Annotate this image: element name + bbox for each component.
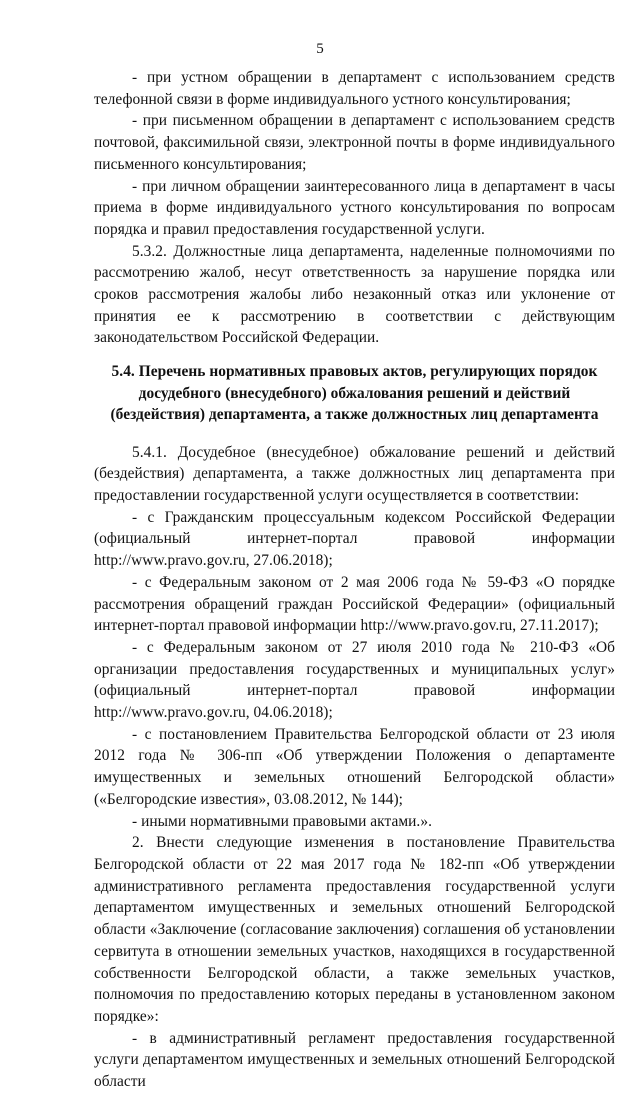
paragraph-civil-procedure-code: - с Гражданским процессуальным кодексом Российской Федерации (официальный интернет-портал правовой информации http://www.pravo.gov.ru, 27.06.2018); xyxy=(94,508,615,570)
paragraph-5-3-2: 5.3.2. Должностные лица департамента, наделенные полномочиями по рассмотрению жалоб, несут ответственность за нарушение порядка или сроков рассмотрения жалобы либо незаконный отказ или уклонение от принятия ее к рассмотрению в соответствии с действующим законодательством Российской Федерации. xyxy=(94,242,615,347)
paragraph-oral-appeal: - при устном обращении в департамент с использованием средств телефонной связи в форме индивидуального устного консультирования; xyxy=(94,69,615,108)
paragraph-other-acts: - иными нормативными правовыми актами.». xyxy=(132,812,432,830)
paragraph-personal-appeal: - при личном обращении заинтересованного лица в департамент в часы приема в форме индивидуального устного консультирования по вопросам порядка и правил предоставления государственной услуги. xyxy=(94,177,615,238)
paragraph-item-2: 2. Внести следующие изменения в постановление Правительства Белгородской области от 22 мая 2017 года № 182-пп «Об утверждении административного регламента предоставления государственной услуги департаментом имущественных и земельных отношений Белгородской области «Заключение (согласование заключения) соглашения об установлении сервитута в отношении земельных участков, находящихся в государственной собственности Белгородской области, а также земельных участков, полномочия по предоставлению которых переданы в установленном законом порядке»: xyxy=(94,834,615,1025)
paragraph-federal-law-59: - с Федеральным законом от 2 мая 2006 года № 59-ФЗ «О порядке рассмотрения обращений граждан Российской Федерации» (официальный интернет-портал правовой информации http://www.pravo.gov.ru, 27.11.2017); xyxy=(94,573,615,635)
paragraph-regulation-changes: - в административный регламент предоставления государственной услуги департаментом имущественных и земельных отношений Белгородской области xyxy=(94,1029,615,1091)
page-number: 5 xyxy=(316,41,324,57)
section-heading-5-4: 5.4. Перечень нормативных правовых актов, регулирующих порядок досудебного (внесудебного) обжалования решений и действий (бездействия) департамента, а также должностных лиц департамента xyxy=(110,363,599,424)
paragraph-written-appeal: - при письменном обращении в департамент с использованием средств почтовой, факсимильной связи, электронной почты в форме индивидуального письменного консультирования; xyxy=(94,112,615,173)
paragraph-federal-law-210: - с Федеральным законом от 27 июля 2010 года № 210-ФЗ «Об организации предоставления государственных и муниципальных услуг» (официальный интернет-портал правовой информации http://www.pravo.gov.ru, 04.06.2018); xyxy=(94,638,615,722)
paragraph-resolution-306: - с постановлением Правительства Белгородской области от 23 июля 2012 года № 306-пп «Об утверждении Положения о департаменте имущественных и земельных отношений Белгородской области» («Белгородские известия», 03.08.2012, № 144); xyxy=(94,725,615,808)
paragraph-5-4-1: 5.4.1. Досудебное (внесудебное) обжалование решений и действий (бездействия) департамента, а также должностных лиц департамента при предоставлении государственной услуги осуществляется в соответствии: xyxy=(94,443,615,505)
document-body xyxy=(94,67,615,1093)
